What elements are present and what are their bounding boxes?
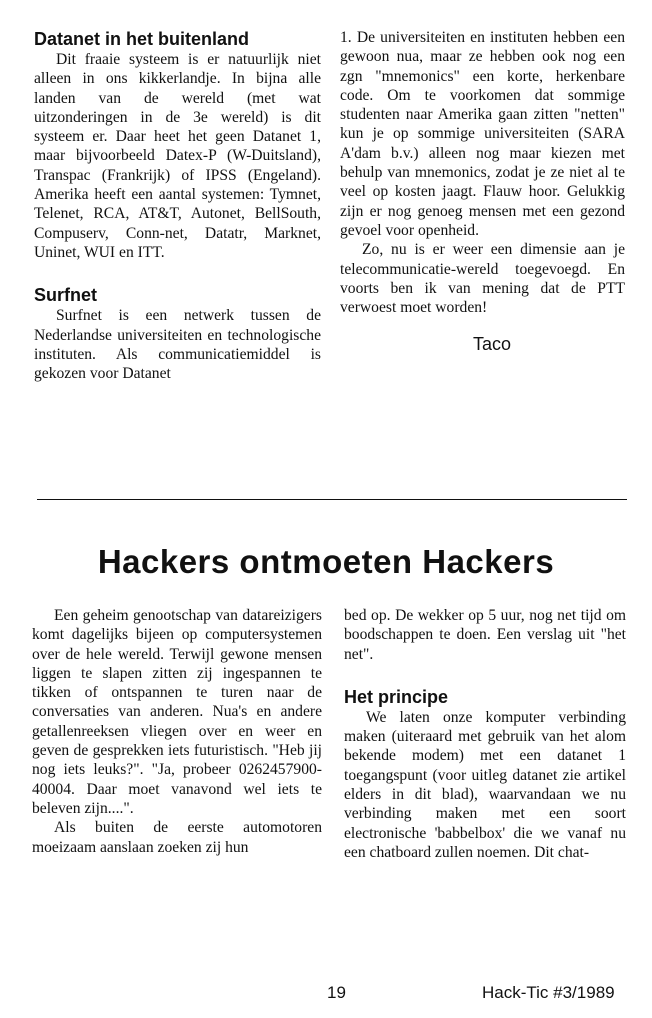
page-number: 19 [327,983,346,1002]
section-heading-het-principe: Het principe [344,686,449,707]
section-divider [37,499,627,500]
article2-column-left [32,606,322,857]
article2-column-right [344,606,626,862]
paragraph-surfnet: Surfnet is een netwerk tussen de Nederlandse universiteiten en technologische instituten. Als communicatiemiddel is gekozen voor Datanet [34,307,321,383]
section-heading-datanet-buitenland: Datanet in het buitenland [34,29,250,49]
author-signature: Taco [473,334,512,355]
paragraph-intro: Een geheim genootschap van datareizigers komt dagelijks bijeen op computersystemen over de hele wereld. Terwijl gewone mensen liggen te slapen zitten zij ingespannen te tikken of ontspannen te turen naar de conversaties van anderen. Nua's en andere getallenreeksen vliegen over en weer en geven de gesprekken iets futuristisch. "Heb jij nog iets leuks?". "Ja, probeer 0262457900-40004. Daar moet vanavond wel iets te beleven zijn....". [32,607,322,817]
paragraph-conclusion: Zo, nu is er weer een dimensie aan je telecommunicatie-wereld toegevoegd. En voorts ben ik van mening dat de PTT verwoest moet worden! [340,241,625,317]
issue-label: Hack-Tic #3/1989 [482,983,615,1002]
paragraph-continuation: bed op. De wekker op 5 uur, nog net tijd om boodschappen te doen. Een verslag uit "het net". [344,607,626,663]
article1-column-left [34,28,321,383]
paragraph-morning: Als buiten de eerste automotoren moeizaam aanslaan zoeken zij hun [32,819,322,856]
paragraph-universiteiten: 1. De universiteiten en instituten hebben een gewoon nua, maar ze hebben ook nog een zgn "mnemonics" een korte, herkenbare code. Om te voorkomen dat sommige studenten naar Amerika gaan zitten "netten" kun je op sommige universiteiten (SARA A'dam b.v.) alleen nog maar kiezen met behulp van mnemonics, zodat je ze niet al te veel op kosten jaagt. Flauw hoor. Gelukkig zijn er nog genoeg mensen met een gezond gevoel voor openheid. [340,29,625,239]
article1-column-right [340,28,625,355]
paragraph-datanet-buitenland: Dit fraaie systeem is er natuurlijk niet alleen in ons kikkerlandje. In bijna alle landen van de wereld (met wat uitzonderingen in de 3e wereld) is dit systeem er. Daar heet het geen Datanet 1, maar bijvoorbeeld Datex-P (W-Duitsland), Transpac (Frankrijk) of IPSS (Engeland). Amerika heeft een aantal systemen: Tymnet, Telenet, RCA, AT&T, Autonet, BellSouth, Compuserv, Conn-net, Datatr, Marknet, Uninet, WUI en ITT. [34,51,321,261]
section-heading-surfnet: Surfnet [34,285,97,306]
article-title: Hackers ontmoeten Hackers [97,543,555,580]
paragraph-het-principe: We laten onze komputer verbinding maken (uiteraard met gebruik van het alom bekende modem) met een datanet 1 toegangspunt (voor uitleg datanet zie artikel elders in dit blad), waarvandaan we nu verbinding maken met een soort electronische 'babbelbox' die we vanaf nu een chatboard zullen noemen. Dit chat- [344,708,626,861]
